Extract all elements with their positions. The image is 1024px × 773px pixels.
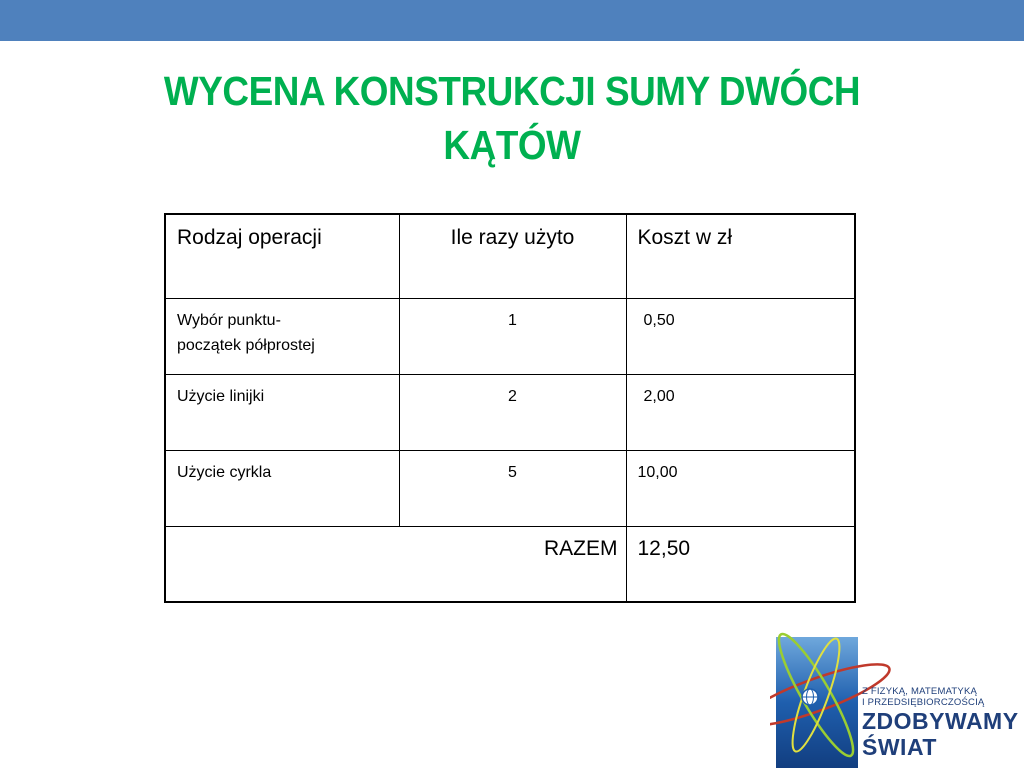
table-header-row [165, 214, 855, 298]
cell-count: 5 [399, 450, 626, 526]
table-total-row [165, 526, 855, 602]
header-cost: Koszt w zł [626, 214, 855, 298]
logo-text [862, 686, 1019, 760]
total-value: 12,50 [626, 526, 855, 602]
logo-word-2: ŚWIAT [862, 734, 937, 760]
table-row [165, 450, 855, 526]
slide-title-line-2: KĄTÓW [443, 122, 581, 168]
cell-operation [165, 374, 399, 450]
table-row [165, 298, 855, 374]
logo-tagline-1: Z FIZYKĄ, MATEMATYKĄ [862, 686, 978, 697]
cell-cost: 10,00 [626, 450, 855, 526]
cell-count: 2 [399, 374, 626, 450]
slide-title-line-1: WYCENA KONSTRUKCJI SUMY DWÓCH [163, 68, 861, 114]
operation-text-line-2: początek półprostej [177, 336, 315, 354]
cell-operation [165, 450, 399, 526]
logo-tagline-2: I PRZEDSIĘBIORCZOŚCIĄ [862, 697, 985, 708]
logo-word-1: ZDOBYWAMY [862, 708, 1019, 734]
cell-cost: 0,50 [626, 298, 855, 374]
header-operation: Rodzaj operacji [165, 214, 399, 298]
logo-blue-panel [776, 637, 858, 768]
cell-count: 1 [399, 298, 626, 374]
cell-cost: 2,00 [626, 374, 855, 450]
total-label: RAZEM [165, 526, 626, 602]
project-logo [770, 625, 1024, 768]
operation-text-line-1: Wybór punktu- [177, 311, 281, 329]
top-accent-bar [0, 0, 1024, 41]
slide-title [87, 64, 937, 172]
table-row [165, 374, 855, 450]
cost-table [164, 213, 856, 603]
operation-text-line-1: Użycie cyrkla [177, 463, 272, 481]
cell-operation [165, 298, 399, 374]
operation-text-line-1: Użycie linijki [177, 387, 265, 405]
header-count: Ile razy użyto [399, 214, 626, 298]
